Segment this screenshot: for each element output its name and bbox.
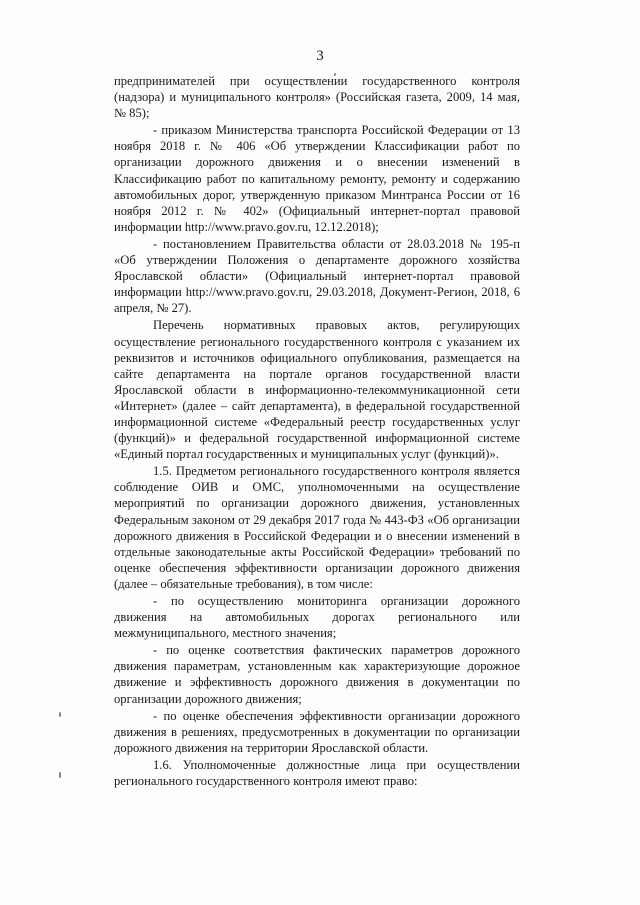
paragraph-item-efficiency: - по оценке обеспечения эффективности организации дорожного движения в решениях, предусмотренных в документации по организации дорожного движения на территории Ярославской области. xyxy=(114,708,520,755)
paragraph-continuation: предпринимателей при осуществлении государственного контроля (надзора) и муниципального контроля» (Российская газета, 2009, 14 мая, № 85); xyxy=(114,74,520,121)
scan-speck xyxy=(59,772,61,778)
paragraph-order-mintrans: - приказом Министерства транспорта Российской Федерации от 13 ноября 2018 г. № 406 «Об утверждении Классификации работ по организации дорожного движения и о внесении изменений в Классификацию работ по капитальному ремонту, ремонту и содержанию автомобильных дорог, утвержденную приказом Минтранса России от 16 ноября 2012 г. № 402» (Официальный интернет-портал правовой информации http://www.pravo.gov.ru, 12.12.2018); xyxy=(114,123,520,234)
paragraph-list-of-acts: Перечень нормативных правовых актов, регулирующих осуществление регионального государственного контроля с указанием их реквизитов и источников официального опубликования, размещается на сайте департамента на портале органов государственной власти Ярославской области в информационно-телекоммуникационной сети «Интернет» (далее – сайт департамента), в федеральной государственной информационной системе «Федеральный реестр государственных услуг (функций)» и федеральной государственной информационной системе «Единый портал государственных и муниципальных услуг (функций)». xyxy=(114,318,520,462)
paragraph-1-6-officials-rights: 1.6. Уполномоченные должностные лица при осуществлении регионального государственного контроля имеют право: xyxy=(114,757,520,789)
scan-speck xyxy=(59,712,61,717)
page-number: 3 xyxy=(316,48,324,64)
paragraph-1-5-subject-of-control: 1.5. Предметом регионального государственного контроля является соблюдение ОИВ и ОМС, уполномоченными на осуществление мероприятий по организации дорожного движения, установленных Федеральным законом от 29 декабря 2017 года № 443-ФЗ «Об организации дорожного движения в Российской Федерации и о внесении изменений в отдельные законодательные акты Российской Федерации» требований по оценке обеспечения эффективности организации дорожного движения (далее – обязательные требования), в том числе: xyxy=(114,464,520,591)
document-body xyxy=(114,73,520,789)
paragraph-resolution-government: - постановлением Правительства области от 28.03.2018 № 195-п «Об утверждении Положения о департаменте дорожного хозяйства Ярославской области» (Официальный интернет-портал правовой информации http://www.pravo.gov.ru, 29.03.2018, Документ-Регион, 2018, 6 апреля, № 27). xyxy=(114,236,520,316)
paragraph-item-monitoring: - по осуществлению мониторинга организации дорожного движения на автомобильных дорогах регионального или межмуниципального, местного значения; xyxy=(114,594,520,641)
paragraph-item-parameters: - по оценке соответствия фактических параметров дорожного движения параметрам, установленным как характеризующие дорожное движение и эффективность дорожного движения в документации по организации дорожного движения; xyxy=(114,643,520,706)
